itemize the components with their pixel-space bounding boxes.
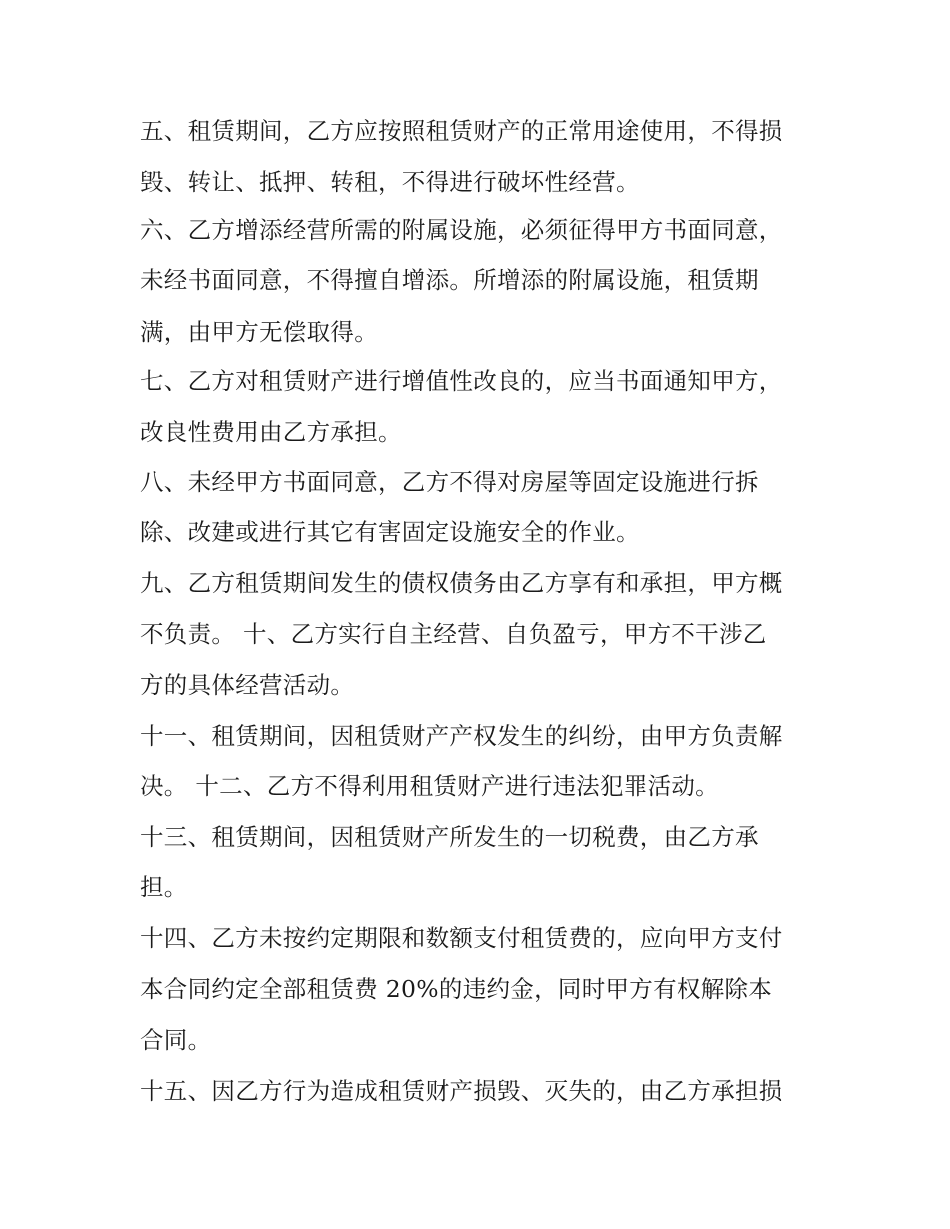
text-line: 决。 十二、乙方不得利用租赁财产进行违法犯罪活动。	[140, 772, 719, 800]
text-line: 方的具体经营活动。	[140, 671, 355, 699]
text-line: 合同。	[140, 1026, 212, 1054]
text-line: 七、乙方对租赁财产进行增值性改良的，应当书面通知甲方，	[140, 367, 783, 395]
text-line: 十五、因乙方行为造成租赁财产损毁、灭失的，由乙方承担损	[140, 1077, 783, 1105]
text-line: 十三、租赁期间，因租赁财产所发生的一切税费，由乙方承	[140, 823, 759, 851]
text-line: 改良性费用由乙方承担。	[140, 418, 402, 446]
text-line: 毁、转让、抵押、转租，不得进行破坏性经营。	[140, 168, 640, 196]
text-line: 除、改建或进行其它有害固定设施安全的作业。	[140, 518, 640, 546]
text-line: 八、未经甲方书面同意，乙方不得对房屋等固定设施进行拆	[140, 468, 759, 496]
text-line: 五、租赁期间，乙方应按照租赁财产的正常用途使用，不得损	[140, 117, 783, 145]
text-line: 担。	[140, 873, 188, 901]
text-line: 十四、乙方未按约定期限和数额支付租赁费的，应向甲方支付	[140, 924, 783, 952]
text-line: 九、乙方租赁期间发生的债权债务由乙方享有和承担，甲方概	[140, 569, 783, 597]
text-line: 十一、租赁期间，因租赁财产产权发生的纠纷，由甲方负责解	[140, 722, 783, 750]
text-line: 不负责。 十、乙方实行自主经营、自负盈亏，甲方不干涉乙	[140, 620, 767, 648]
text-line: 本合同约定全部租赁费 20%的违约金，同时甲方有权解除本	[140, 975, 773, 1003]
text-line: 未经书面同意，不得擅自增添。所增添的附属设施，租赁期	[140, 266, 759, 294]
text-line: 六、乙方增添经营所需的附属设施，必须征得甲方书面同意，	[140, 216, 783, 244]
text-line: 满，由甲方无偿取得。	[140, 318, 378, 346]
